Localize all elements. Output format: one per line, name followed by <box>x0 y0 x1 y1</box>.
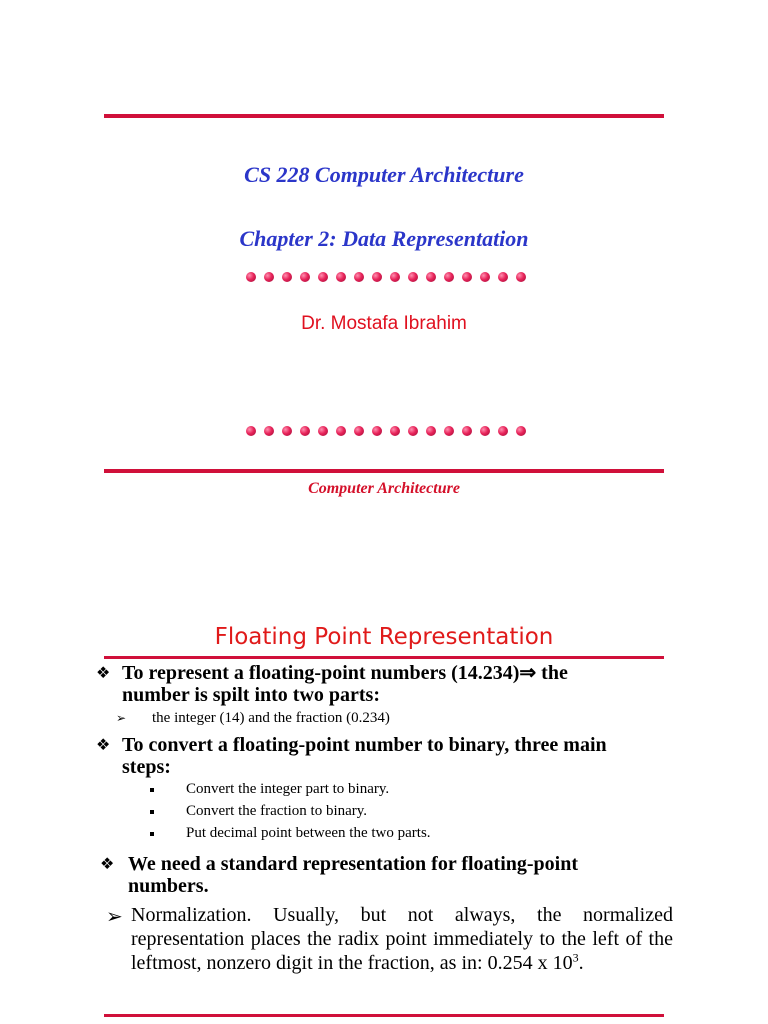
bullet-1-line-2: number is spilt into two parts: <box>122 684 380 706</box>
decorative-dot <box>408 426 418 436</box>
decorative-dot <box>498 426 508 436</box>
decorative-dot <box>462 426 472 436</box>
decorative-dot <box>462 272 472 282</box>
diamond-bullet-icon: ❖ <box>100 854 115 873</box>
decorative-dot <box>498 272 508 282</box>
bullet-3-line-1: We need a standard representation for floating-point <box>128 853 579 875</box>
decorative-dot <box>336 426 346 436</box>
decorative-dot <box>444 272 454 282</box>
decorative-dot <box>318 426 328 436</box>
diamond-bullet-icon: ❖ <box>96 735 111 754</box>
decorative-dot <box>444 426 454 436</box>
bullet-2-sub-3: Put decimal point between the two parts. <box>186 825 431 841</box>
bullet-3-line-2: numbers. <box>128 875 209 897</box>
decorative-dot <box>246 272 256 282</box>
bullet-3-text <box>128 853 668 897</box>
bullet-2-sub-1: Convert the integer part to binary. <box>186 781 390 797</box>
decorative-dot <box>282 426 292 436</box>
square-bullet-icon <box>150 788 154 792</box>
top-rule <box>104 114 664 118</box>
normalization-end: . <box>578 952 584 974</box>
decorative-dot <box>336 272 346 282</box>
decorative-dot <box>300 272 310 282</box>
square-bullet-icon <box>150 810 154 814</box>
normalization-paragraph <box>131 903 673 975</box>
decorative-dot <box>390 426 400 436</box>
bullet-2-line-1: To convert a floating-point number to binary, three main <box>122 734 607 756</box>
decorative-dot <box>516 426 526 436</box>
decorative-dot <box>264 426 274 436</box>
decorative-dot <box>354 272 364 282</box>
arrow-bullet-icon: ➢ <box>116 711 127 725</box>
bullet-2-sub-2: Convert the fraction to binary. <box>186 803 368 819</box>
bullet-1-line-1: To represent a floating-point numbers (14.234)⇒ the <box>122 662 568 684</box>
footer-label: Computer Architecture <box>308 480 460 497</box>
decorative-dot <box>372 426 382 436</box>
decorative-dot <box>426 272 436 282</box>
decorative-dot <box>390 272 400 282</box>
decorative-dot <box>480 426 490 436</box>
bullet-2-line-2: steps: <box>122 756 171 778</box>
decorative-dot <box>408 272 418 282</box>
decorative-dot-row-bottom <box>246 426 530 438</box>
decorative-dot <box>516 272 526 282</box>
decorative-dot <box>372 272 382 282</box>
decorative-dot-row-top <box>246 272 530 284</box>
course-title: CS 228 Computer Architecture <box>244 162 524 187</box>
decorative-dot <box>282 272 292 282</box>
author-name: Dr. Mostafa Ibrahim <box>301 313 467 334</box>
decorative-dot <box>300 426 310 436</box>
bullet-1-text <box>122 662 682 706</box>
bullet-1-sub-1: the integer (14) and the fraction (0.234) <box>152 710 390 726</box>
arrow-bullet-icon: ➢ <box>106 904 123 928</box>
normalization-exponent: 3 <box>572 950 579 965</box>
decorative-dot <box>426 426 436 436</box>
slide-title-rule <box>104 656 664 659</box>
normalization-text: Normalization. Usually, but not always, the normalized representation places the radix point immediately to the left of the leftmost, nonzero digit in the fraction, as in: 0.254 x 10 <box>131 904 673 974</box>
decorative-dot <box>264 272 274 282</box>
diamond-bullet-icon: ❖ <box>96 663 111 682</box>
slide-title: Floating Point Representation <box>214 624 554 650</box>
decorative-dot <box>246 426 256 436</box>
bottom-rule <box>104 469 664 473</box>
square-bullet-icon <box>150 832 154 836</box>
slide-bottom-rule <box>104 1014 664 1017</box>
decorative-dot <box>318 272 328 282</box>
decorative-dot <box>354 426 364 436</box>
bullet-2-text <box>122 734 682 778</box>
chapter-title: Chapter 2: Data Representation <box>239 226 529 251</box>
decorative-dot <box>480 272 490 282</box>
